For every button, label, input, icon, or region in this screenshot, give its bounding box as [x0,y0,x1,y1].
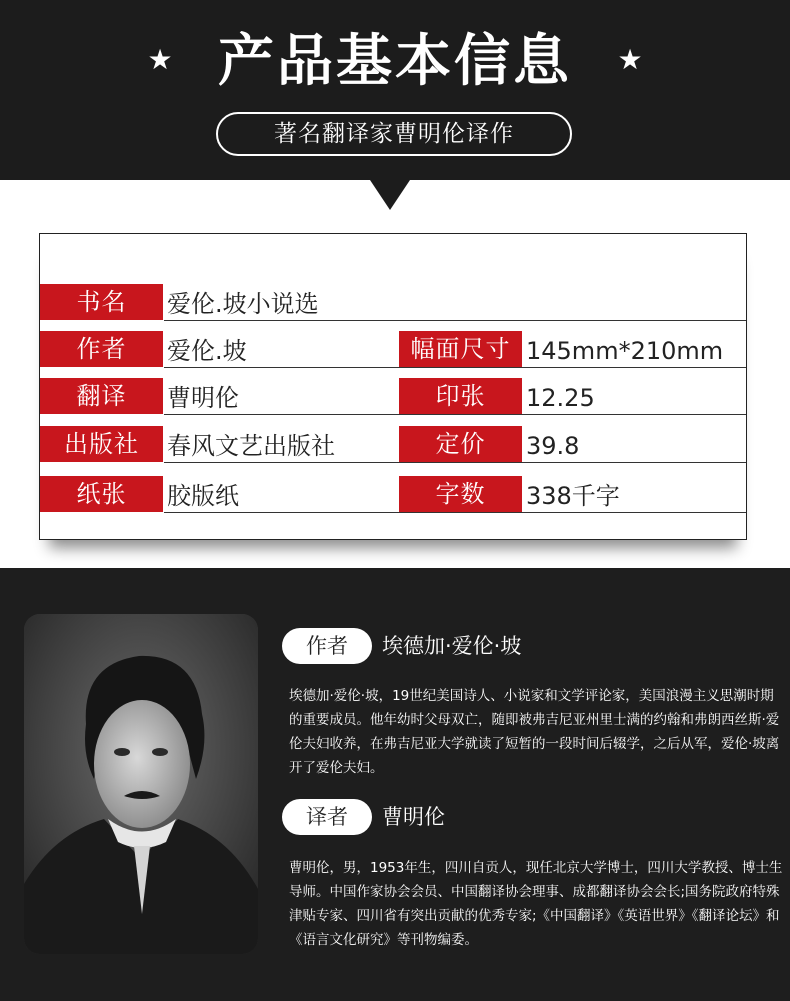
star-icon: ★ [617,43,643,76]
label-print-sheets: 印张 [399,378,522,414]
product-info-table [39,233,747,540]
value-book-title: 爱伦.坡小说选 [167,290,319,318]
label-word-count: 字数 [399,476,522,512]
translator-tag: 译者 [282,799,372,835]
label-publisher: 出版社 [40,426,163,462]
label-author: 作者 [40,331,163,367]
down-arrow-icon [370,180,410,210]
label-paper: 纸张 [40,476,163,512]
value-price: 39.8 [526,432,580,460]
value-page-size: 145mm*210mm [526,337,724,365]
row-divider [164,462,746,463]
info-row-title [40,284,746,320]
label-translator: 翻译 [40,378,163,414]
author-portrait [24,614,258,954]
star-icon: ★ [147,43,173,76]
page-title: 产品基本信息 [218,29,572,94]
author-name: 埃德加·爱伦·坡 [382,634,522,658]
bio-section [0,568,790,1001]
value-translator: 曹明伦 [167,384,239,412]
row-divider [164,414,746,415]
info-row-publisher [40,426,746,462]
label-book-title: 书名 [40,284,163,320]
value-paper: 胶版纸 [167,482,239,510]
portrait-image [24,614,258,954]
row-divider [164,320,746,321]
label-price: 定价 [399,426,522,462]
value-print-sheets: 12.25 [526,384,595,412]
label-page-size: 幅面尺寸 [399,331,522,367]
value-word-count: 338千字 [526,482,620,510]
author-bio: 埃德加·爱伦·坡，19世纪美国诗人、小说家和文学评论家，美国浪漫主义思潮时期的重要成员。他年幼时父母双亡，随即被弗吉尼亚州里士满的约翰和弗朗西丝斯·爱伦夫妇收养，在弗吉尼亚大学就读了短暂的一段时间后辍学，之后从军，爱伦·坡离开了爱伦夫妇。 [289,688,780,776]
row-divider [164,367,746,368]
row-divider [164,512,746,513]
info-row-paper [40,476,746,512]
header-banner [0,0,790,180]
info-row-translator [40,378,746,414]
subtitle-badge: 著名翻译家曹明伦译作 [216,112,572,156]
translator-name: 曹明伦 [382,805,445,829]
author-tag: 作者 [282,628,372,664]
translator-bio: 曹明伦，男，1953年生，四川自贡人，现任北京大学博士，四川大学教授、博士生导师。中国作家协会会员、中国翻译协会理事、成都翻译协会会长;国务院政府特殊津贴专家、四川省有突出贡献的优秀专家;《中国翻译》《英语世界》《翻译论坛》和《语言文化研究》等刊物编委。 [289,860,783,948]
value-publisher: 春风文艺出版社 [167,432,335,460]
value-author: 爱伦.坡 [167,337,247,365]
info-row-author [40,331,746,367]
